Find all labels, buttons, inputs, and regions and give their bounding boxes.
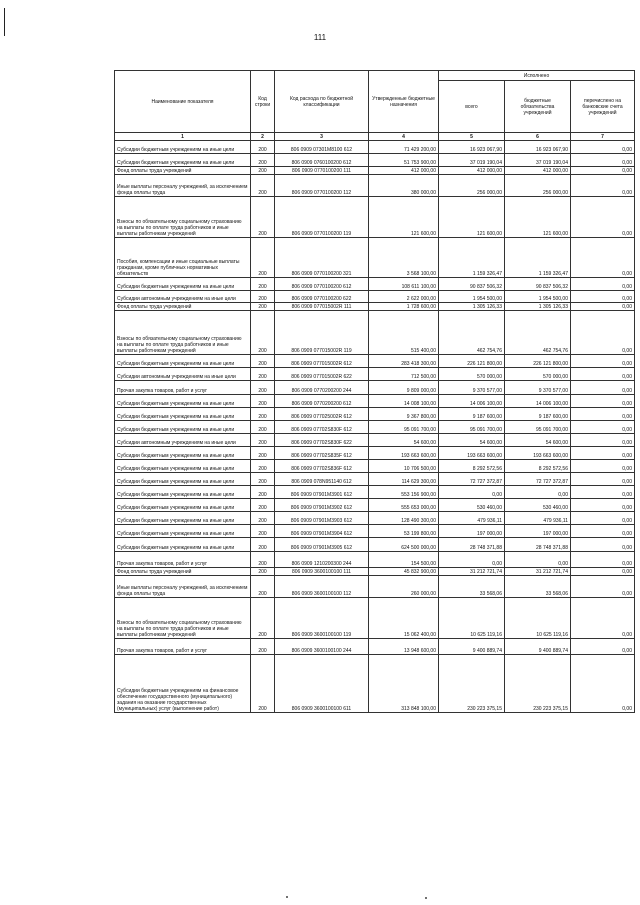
row-kbk: 806 0909 0770100200 111 — [275, 167, 369, 175]
table-row — [115, 499, 635, 512]
row-executed-total: 28 748 371,88 — [439, 538, 505, 552]
row-budget-obligations: 37 019 190,04 — [505, 154, 571, 167]
row-approved: 313 848 100,00 — [369, 655, 439, 713]
row-executed-total: 0,00 — [439, 486, 505, 499]
row-name: Субсидии бюджетным учреждениям на иные цели — [115, 460, 251, 473]
row-executed-total: 16 923 067,90 — [439, 141, 505, 154]
row-kbk: 806 0909 07702S830F 622 — [275, 434, 369, 447]
row-code: 200 — [251, 381, 275, 395]
header-row-code: Код строки — [251, 71, 275, 133]
row-approved: 9 809 000,00 — [369, 381, 439, 395]
row-code: 200 — [251, 278, 275, 291]
row-transfers: 0,00 — [571, 639, 635, 655]
table-row — [115, 355, 635, 368]
table-row — [115, 447, 635, 460]
row-approved: 9 367 800,00 — [369, 408, 439, 421]
row-kbk: 806 0909 0770200200 244 — [275, 381, 369, 395]
row-name: Субсидии бюджетным учреждениям на иные цели — [115, 395, 251, 408]
row-name: Субсидии автономным учреждениям на иные цели — [115, 368, 251, 381]
row-approved: 555 653 000,00 — [369, 499, 439, 512]
row-transfers: 0,00 — [571, 552, 635, 568]
row-budget-obligations: 530 460,00 — [505, 499, 571, 512]
row-budget-obligations: 0,00 — [505, 486, 571, 499]
row-transfers: 0,00 — [571, 655, 635, 713]
row-code: 200 — [251, 421, 275, 434]
table-row — [115, 512, 635, 525]
row-approved: 108 611 100,00 — [369, 278, 439, 291]
row-name: Фонд оплаты труда учреждений — [115, 167, 251, 175]
row-code: 200 — [251, 552, 275, 568]
row-transfers: 0,00 — [571, 167, 635, 175]
table-row — [115, 538, 635, 552]
row-name: Субсидии бюджетным учреждениям на иные цели — [115, 154, 251, 167]
row-approved: 283 418 300,00 — [369, 355, 439, 368]
row-kbk: 806 0909 07901M3902 612 — [275, 499, 369, 512]
row-approved: 260 000,00 — [369, 576, 439, 598]
page-number: 111 — [313, 33, 327, 42]
row-kbk: 806 0909 077015002R 622 — [275, 368, 369, 381]
row-budget-obligations: 9 400 889,74 — [505, 639, 571, 655]
row-transfers: 0,00 — [571, 538, 635, 552]
column-number: 6 — [505, 133, 571, 141]
row-code: 200 — [251, 447, 275, 460]
row-budget-obligations: 9 187 600,00 — [505, 408, 571, 421]
row-transfers: 0,00 — [571, 381, 635, 395]
row-code: 200 — [251, 395, 275, 408]
row-transfers: 0,00 — [571, 175, 635, 197]
row-name: Субсидии бюджетным учреждениям на иные цели — [115, 447, 251, 460]
table-row — [115, 460, 635, 473]
row-code: 200 — [251, 460, 275, 473]
row-code: 200 — [251, 175, 275, 197]
row-executed-total: 95 091 700,00 — [439, 421, 505, 434]
row-name: Иные выплаты персоналу учреждений, за исключением фонда оплаты труда — [115, 175, 251, 197]
row-executed-total: 530 460,00 — [439, 499, 505, 512]
column-number-row — [115, 133, 635, 141]
table-row — [115, 197, 635, 238]
row-executed-total: 226 121 800,00 — [439, 355, 505, 368]
row-executed-total: 8 292 572,56 — [439, 460, 505, 473]
column-number: 1 — [115, 133, 251, 141]
row-budget-obligations: 226 121 800,00 — [505, 355, 571, 368]
row-budget-obligations: 1 159 326,47 — [505, 238, 571, 278]
table-row — [115, 175, 635, 197]
row-executed-total: 9 400 889,74 — [439, 639, 505, 655]
row-code: 200 — [251, 655, 275, 713]
row-approved: 114 629 300,00 — [369, 473, 439, 486]
row-transfers: 0,00 — [571, 525, 635, 538]
row-transfers: 0,00 — [571, 421, 635, 434]
row-approved: 53 199 800,00 — [369, 525, 439, 538]
row-code: 200 — [251, 355, 275, 368]
table-row — [115, 368, 635, 381]
row-name: Взносы по обязательному социальному страхованию на выплаты по оплате труда работников и иные выплаты работникам учреждений — [115, 311, 251, 355]
row-code: 200 — [251, 473, 275, 486]
row-name: Прочая закупка товаров, работ и услуг — [115, 381, 251, 395]
row-code: 200 — [251, 368, 275, 381]
row-name: Субсидии бюджетным учреждениям на иные цели — [115, 141, 251, 154]
row-budget-obligations: 9 370 577,00 — [505, 381, 571, 395]
row-code: 200 — [251, 311, 275, 355]
scan-speck — [286, 896, 288, 898]
table-row — [115, 568, 635, 576]
row-kbk: 806 0909 07702S830F 612 — [275, 421, 369, 434]
row-approved: 71 429 200,00 — [369, 141, 439, 154]
row-executed-total: 256 000,00 — [439, 175, 505, 197]
table-row — [115, 154, 635, 167]
row-name: Субсидии бюджетным учреждениям на иные цели — [115, 538, 251, 552]
row-kbk: 806 0909 07901M3904 612 — [275, 525, 369, 538]
table-row — [115, 303, 635, 311]
row-name: Фонд оплаты труда учреждений — [115, 303, 251, 311]
row-approved: 95 091 700,00 — [369, 421, 439, 434]
row-transfers: 0,00 — [571, 197, 635, 238]
row-name: Взносы по обязательному социальному страхованию на выплаты по оплате труда работников и иные выплаты работникам учреждений — [115, 598, 251, 639]
row-transfers: 0,00 — [571, 368, 635, 381]
row-approved: 10 706 500,00 — [369, 460, 439, 473]
row-name: Субсидии бюджетным учреждениям на иные цели — [115, 525, 251, 538]
row-budget-obligations: 95 091 700,00 — [505, 421, 571, 434]
column-number: 5 — [439, 133, 505, 141]
row-name: Субсидии бюджетным учреждениям на иные цели — [115, 421, 251, 434]
scan-speck — [425, 897, 427, 899]
row-transfers: 0,00 — [571, 408, 635, 421]
row-approved: 128 490 300,00 — [369, 512, 439, 525]
row-executed-total: 1 159 326,47 — [439, 238, 505, 278]
row-approved: 14 008 100,00 — [369, 395, 439, 408]
row-budget-obligations: 1 305 126,33 — [505, 303, 571, 311]
row-kbk: 806 0909 3600100100 611 — [275, 655, 369, 713]
row-budget-obligations: 462 754,76 — [505, 311, 571, 355]
row-executed-total: 1 305 126,33 — [439, 303, 505, 311]
row-budget-obligations: 1 954 500,00 — [505, 291, 571, 303]
row-name: Фонд оплаты труда учреждений — [115, 568, 251, 576]
row-name: Субсидии бюджетным учреждениям на иные цели — [115, 499, 251, 512]
row-kbk: 806 0909 077015002R 119 — [275, 311, 369, 355]
row-code: 200 — [251, 291, 275, 303]
table-row — [115, 395, 635, 408]
row-budget-obligations: 0,00 — [505, 552, 571, 568]
row-transfers: 0,00 — [571, 486, 635, 499]
row-code: 200 — [251, 238, 275, 278]
row-transfers: 0,00 — [571, 291, 635, 303]
row-transfers: 0,00 — [571, 499, 635, 512]
row-budget-obligations: 33 568,06 — [505, 576, 571, 598]
row-executed-total: 121 600,00 — [439, 197, 505, 238]
scan-edge-mark — [4, 8, 5, 36]
row-kbk: 806 0909 0770100200 119 — [275, 197, 369, 238]
row-code: 200 — [251, 568, 275, 576]
row-transfers: 0,00 — [571, 512, 635, 525]
row-approved: 193 663 600,00 — [369, 447, 439, 460]
table-row — [115, 576, 635, 598]
row-budget-obligations: 479 936,11 — [505, 512, 571, 525]
row-transfers: 0,00 — [571, 278, 635, 291]
table-row — [115, 238, 635, 278]
table-row — [115, 167, 635, 175]
row-transfers: 0,00 — [571, 238, 635, 278]
row-executed-total: 462 754,76 — [439, 311, 505, 355]
row-executed-total: 72 727 372,87 — [439, 473, 505, 486]
row-name: Прочая закупка товаров, работ и услуг — [115, 552, 251, 568]
row-name: Субсидии бюджетным учреждениям на иные цели — [115, 473, 251, 486]
row-budget-obligations: 121 600,00 — [505, 197, 571, 238]
row-name: Пособия, компенсации и иные социальные выплаты гражданам, кроме публичных нормативных обязательств — [115, 238, 251, 278]
row-approved: 624 500 000,00 — [369, 538, 439, 552]
row-budget-obligations: 10 625 119,16 — [505, 598, 571, 639]
row-kbk: 806 0909 0770100200 622 — [275, 291, 369, 303]
header-name: Наименование показателя — [115, 71, 251, 133]
row-kbk: 806 0909 07901M3905 612 — [275, 538, 369, 552]
row-name: Субсидии бюджетным учреждениям на иные цели — [115, 355, 251, 368]
table-row — [115, 655, 635, 713]
row-approved: 121 600,00 — [369, 197, 439, 238]
row-kbk: 806 0909 0770200200 612 — [275, 395, 369, 408]
row-code: 200 — [251, 408, 275, 421]
header-transfers: перечислено на банковские счета учреждений — [571, 81, 635, 133]
row-kbk: 806 0909 3600100100 119 — [275, 598, 369, 639]
table-row — [115, 141, 635, 154]
header-executed: Исполнено — [439, 71, 635, 81]
row-code: 200 — [251, 434, 275, 447]
row-approved: 412 000,00 — [369, 167, 439, 175]
row-executed-total: 479 936,11 — [439, 512, 505, 525]
row-transfers: 0,00 — [571, 395, 635, 408]
row-code: 200 — [251, 598, 275, 639]
row-kbk: 806 0909 0770100200 612 — [275, 278, 369, 291]
row-budget-obligations: 570 000,00 — [505, 368, 571, 381]
row-kbk: 806 0909 3600100100 112 — [275, 576, 369, 598]
row-transfers: 0,00 — [571, 447, 635, 460]
row-name: Субсидии бюджетным учреждениям на иные цели — [115, 512, 251, 525]
row-code: 200 — [251, 512, 275, 525]
row-budget-obligations: 90 837 506,32 — [505, 278, 571, 291]
row-executed-total: 570 000,00 — [439, 368, 505, 381]
row-transfers: 0,00 — [571, 154, 635, 167]
table-row — [115, 421, 635, 434]
row-kbk: 806 0909 077025002R 612 — [275, 408, 369, 421]
row-executed-total: 0,00 — [439, 552, 505, 568]
row-transfers: 0,00 — [571, 576, 635, 598]
row-code: 200 — [251, 154, 275, 167]
row-executed-total: 10 625 119,16 — [439, 598, 505, 639]
row-budget-obligations: 54 600,00 — [505, 434, 571, 447]
row-executed-total: 197 000,00 — [439, 525, 505, 538]
table-row — [115, 473, 635, 486]
row-kbk: 806 0909 0770100200 112 — [275, 175, 369, 197]
row-kbk: 806 0909 3600100100 244 — [275, 639, 369, 655]
table-row — [115, 291, 635, 303]
row-kbk: 806 0909 3600100100 111 — [275, 568, 369, 576]
row-name: Субсидии автономным учреждениям на иные цели — [115, 291, 251, 303]
row-budget-obligations: 31 212 721,74 — [505, 568, 571, 576]
row-executed-total: 31 212 721,74 — [439, 568, 505, 576]
row-budget-obligations: 72 727 372,87 — [505, 473, 571, 486]
row-name: Субсидии бюджетным учреждениям на иные цели — [115, 408, 251, 421]
row-approved: 15 062 400,00 — [369, 598, 439, 639]
row-code: 200 — [251, 639, 275, 655]
row-kbk: 806 0909 07301M8100 612 — [275, 141, 369, 154]
table-row — [115, 381, 635, 395]
row-kbk: 806 0909 077015002R 612 — [275, 355, 369, 368]
budget-execution-table — [114, 70, 635, 713]
row-kbk: 806 0909 1210200300 244 — [275, 552, 369, 568]
row-executed-total: 9 187 600,00 — [439, 408, 505, 421]
row-executed-total: 14 006 100,00 — [439, 395, 505, 408]
row-budget-obligations: 197 000,00 — [505, 525, 571, 538]
row-approved: 1 728 600,00 — [369, 303, 439, 311]
row-code: 200 — [251, 197, 275, 238]
row-approved: 54 600,00 — [369, 434, 439, 447]
row-budget-obligations: 256 000,00 — [505, 175, 571, 197]
row-approved: 13 948 600,00 — [369, 639, 439, 655]
table-row — [115, 278, 635, 291]
row-name: Субсидии бюджетным учреждениям на иные цели — [115, 278, 251, 291]
column-number: 3 — [275, 133, 369, 141]
header-approved: Утвержденные бюджетные назначения — [369, 71, 439, 133]
budget-execution-table-wrap — [114, 70, 635, 713]
table-body — [115, 141, 635, 713]
row-kbk: 806 0909 0760100200 612 — [275, 154, 369, 167]
row-executed-total: 1 954 500,00 — [439, 291, 505, 303]
row-executed-total: 90 837 506,32 — [439, 278, 505, 291]
row-budget-obligations: 28 748 371,88 — [505, 538, 571, 552]
row-approved: 515 400,00 — [369, 311, 439, 355]
header-total: всего — [439, 81, 505, 133]
row-kbk: 806 0909 07702S835F 612 — [275, 447, 369, 460]
row-budget-obligations: 16 923 067,90 — [505, 141, 571, 154]
row-kbk: 806 0909 078N951140 612 — [275, 473, 369, 486]
row-transfers: 0,00 — [571, 303, 635, 311]
row-transfers: 0,00 — [571, 311, 635, 355]
row-approved: 51 753 900,00 — [369, 154, 439, 167]
table-row — [115, 311, 635, 355]
row-executed-total: 230 223 375,15 — [439, 655, 505, 713]
row-executed-total: 33 568,06 — [439, 576, 505, 598]
row-code: 200 — [251, 486, 275, 499]
row-approved: 380 000,00 — [369, 175, 439, 197]
row-budget-obligations: 412 000,00 — [505, 167, 571, 175]
column-number: 4 — [369, 133, 439, 141]
row-transfers: 0,00 — [571, 568, 635, 576]
column-number: 7 — [571, 133, 635, 141]
row-name: Иные выплаты персоналу учреждений, за исключением фонда оплаты труда — [115, 576, 251, 598]
row-executed-total: 37 019 190,04 — [439, 154, 505, 167]
row-approved: 2 622 000,00 — [369, 291, 439, 303]
table-row — [115, 525, 635, 538]
row-transfers: 0,00 — [571, 355, 635, 368]
row-transfers: 0,00 — [571, 434, 635, 447]
row-approved: 3 568 100,00 — [369, 238, 439, 278]
row-kbk: 806 0909 07901M3903 612 — [275, 512, 369, 525]
row-kbk: 806 0909 077015002R 111 — [275, 303, 369, 311]
row-budget-obligations: 8 292 572,56 — [505, 460, 571, 473]
column-number: 2 — [251, 133, 275, 141]
row-budget-obligations: 193 663 600,00 — [505, 447, 571, 460]
row-executed-total: 412 000,00 — [439, 167, 505, 175]
table-row — [115, 639, 635, 655]
row-code: 200 — [251, 538, 275, 552]
row-budget-obligations: 230 223 375,15 — [505, 655, 571, 713]
row-budget-obligations: 14 006 100,00 — [505, 395, 571, 408]
row-approved: 712 500,00 — [369, 368, 439, 381]
header-kbk: Код расхода по бюджетной классификации — [275, 71, 369, 133]
row-name: Субсидии автономным учреждениям на иные цели — [115, 434, 251, 447]
row-executed-total: 9 370 577,00 — [439, 381, 505, 395]
row-code: 200 — [251, 525, 275, 538]
row-transfers: 0,00 — [571, 141, 635, 154]
row-code: 200 — [251, 141, 275, 154]
row-transfers: 0,00 — [571, 473, 635, 486]
table-row — [115, 486, 635, 499]
table-row — [115, 552, 635, 568]
row-code: 200 — [251, 499, 275, 512]
row-approved: 45 832 900,00 — [369, 568, 439, 576]
row-name: Субсидии бюджетным учреждениям на иные цели — [115, 486, 251, 499]
table-row — [115, 408, 635, 421]
row-code: 200 — [251, 167, 275, 175]
row-transfers: 0,00 — [571, 598, 635, 639]
row-executed-total: 193 663 600,00 — [439, 447, 505, 460]
row-transfers: 0,00 — [571, 460, 635, 473]
table-row — [115, 434, 635, 447]
row-name: Прочая закупка товаров, работ и услуг — [115, 639, 251, 655]
row-kbk: 806 0909 07901M3901 612 — [275, 486, 369, 499]
row-kbk: 806 0909 0770100200 321 — [275, 238, 369, 278]
row-code: 200 — [251, 303, 275, 311]
row-executed-total: 54 600,00 — [439, 434, 505, 447]
row-approved: 154 500,00 — [369, 552, 439, 568]
header-budget-obligations: бюджетные обязательства учреждений — [505, 81, 571, 133]
row-name: Субсидии бюджетным учреждениям на финансовое обеспечение государственного (муниципального) задания на оказание государственных (муниципальных) услуг (выполнение работ) — [115, 655, 251, 713]
row-name: Взносы по обязательному социальному страхованию на выплаты по оплате труда работников и иные выплаты работникам учреждений — [115, 197, 251, 238]
row-code: 200 — [251, 576, 275, 598]
row-kbk: 806 0909 07702S836F 612 — [275, 460, 369, 473]
table-row — [115, 598, 635, 639]
row-approved: 553 156 900,00 — [369, 486, 439, 499]
